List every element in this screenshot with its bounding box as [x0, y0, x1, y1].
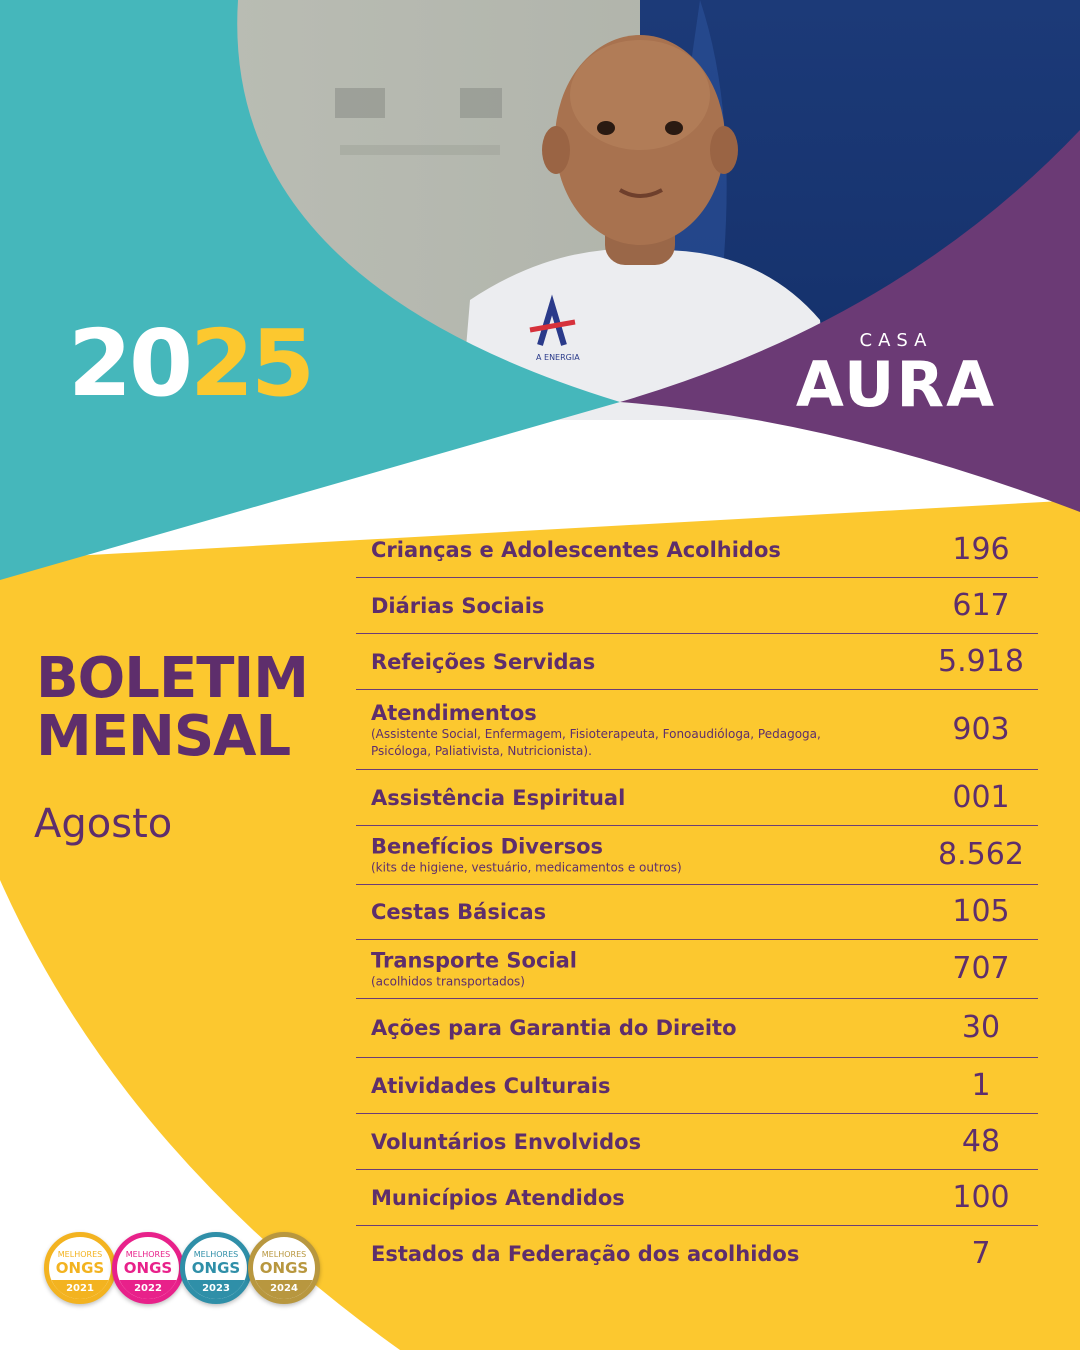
stat-value: 7	[971, 1236, 991, 1271]
badge-line-1: MELHORES	[193, 1250, 239, 1259]
badge-line-1: MELHORES	[261, 1250, 307, 1259]
badge-line-2: ONGS	[191, 1259, 241, 1277]
stat-row	[356, 885, 1038, 940]
stat-label: Atividades Culturais	[371, 1073, 611, 1098]
stat-label: Atendimentos	[371, 700, 537, 725]
badge-line-2: ONGS	[123, 1259, 173, 1277]
bulletin-title	[36, 646, 308, 769]
logo-aura: AURA	[795, 348, 997, 421]
stat-value: 8.562	[938, 837, 1024, 872]
stat-row	[356, 1226, 1038, 1282]
stat-row	[356, 578, 1038, 634]
stats-table	[356, 522, 1038, 1282]
stat-sublabel: (Assistente Social, Enfermagem, Fisioterapeuta, Fonoaudióloga, Pedagoga, Psicóloga, Paliativista, Nutricionista).	[371, 726, 821, 758]
stat-label: Benefícios Diversos	[371, 834, 604, 859]
award-badge-2024	[248, 1232, 320, 1304]
stat-value: 30	[961, 1010, 1001, 1045]
stat-label: Crianças e Adolescentes Acolhidos	[371, 537, 781, 562]
badge-year: 2022	[117, 1280, 179, 1299]
stat-row	[356, 940, 1038, 999]
stat-value: 5.918	[938, 643, 1024, 679]
stat-row	[356, 634, 1038, 690]
stat-label: Ações para Garantia do Direito	[371, 1016, 737, 1040]
stat-row	[356, 522, 1038, 578]
badge-line-2: ONGS	[55, 1259, 105, 1277]
stat-row	[356, 999, 1038, 1058]
badge-year: 2023	[185, 1280, 247, 1299]
stat-label: Municípios Atendidos	[371, 1185, 625, 1210]
stat-label: Estados da Federação dos acolhidos	[371, 1242, 800, 1266]
stat-label: Cestas Básicas	[371, 900, 547, 924]
stat-value: 100	[952, 1179, 1010, 1215]
year-part-1: 20	[68, 310, 191, 417]
stat-row	[356, 770, 1038, 826]
stat-value: 001	[952, 779, 1010, 815]
logo-casa: CASA	[859, 330, 933, 351]
stat-value: 617	[952, 587, 1010, 623]
stat-label: Voluntários Envolvidos	[371, 1129, 642, 1154]
badge-line-1: MELHORES	[57, 1250, 103, 1259]
stat-value: 903	[952, 711, 1010, 747]
award-badge-2023	[180, 1232, 252, 1304]
stat-value: 105	[952, 894, 1010, 929]
year-title	[68, 310, 313, 417]
award-badge-2021	[44, 1232, 116, 1304]
stat-row	[356, 1058, 1038, 1114]
badge-year: 2024	[253, 1280, 315, 1299]
shirt-text: A ENERGIA	[536, 353, 580, 362]
stat-value: 707	[952, 951, 1010, 986]
stat-label: Diárias Sociais	[371, 593, 545, 618]
stat-row	[356, 826, 1038, 885]
award-badges	[44, 1232, 324, 1308]
title-line-2: MENSAL	[36, 704, 291, 769]
stat-label: Assistência Espiritual	[371, 785, 626, 810]
year-part-2: 25	[190, 310, 313, 417]
stat-value: 48	[961, 1123, 1001, 1159]
stat-label: Transporte Social	[371, 948, 577, 973]
stat-value: 196	[952, 531, 1010, 567]
bulletin-month: Agosto	[34, 801, 173, 847]
stat-label: Refeições Servidas	[371, 649, 596, 674]
stat-row	[356, 1114, 1038, 1170]
title-line-1: BOLETIM	[36, 646, 308, 711]
badge-line-1: MELHORES	[125, 1250, 171, 1259]
award-badge-2022	[112, 1232, 184, 1304]
casa-aura-logo	[778, 330, 1014, 421]
stat-row	[356, 690, 1038, 770]
stat-sublabel: (acolhidos transportados)	[371, 974, 525, 989]
badge-year: 2021	[49, 1280, 111, 1299]
stat-sublabel: (kits de higiene, vestuário, medicamentos e outros)	[371, 860, 682, 875]
stat-row	[356, 1170, 1038, 1226]
badge-line-2: ONGS	[259, 1259, 309, 1277]
stat-value: 1	[971, 1067, 991, 1103]
